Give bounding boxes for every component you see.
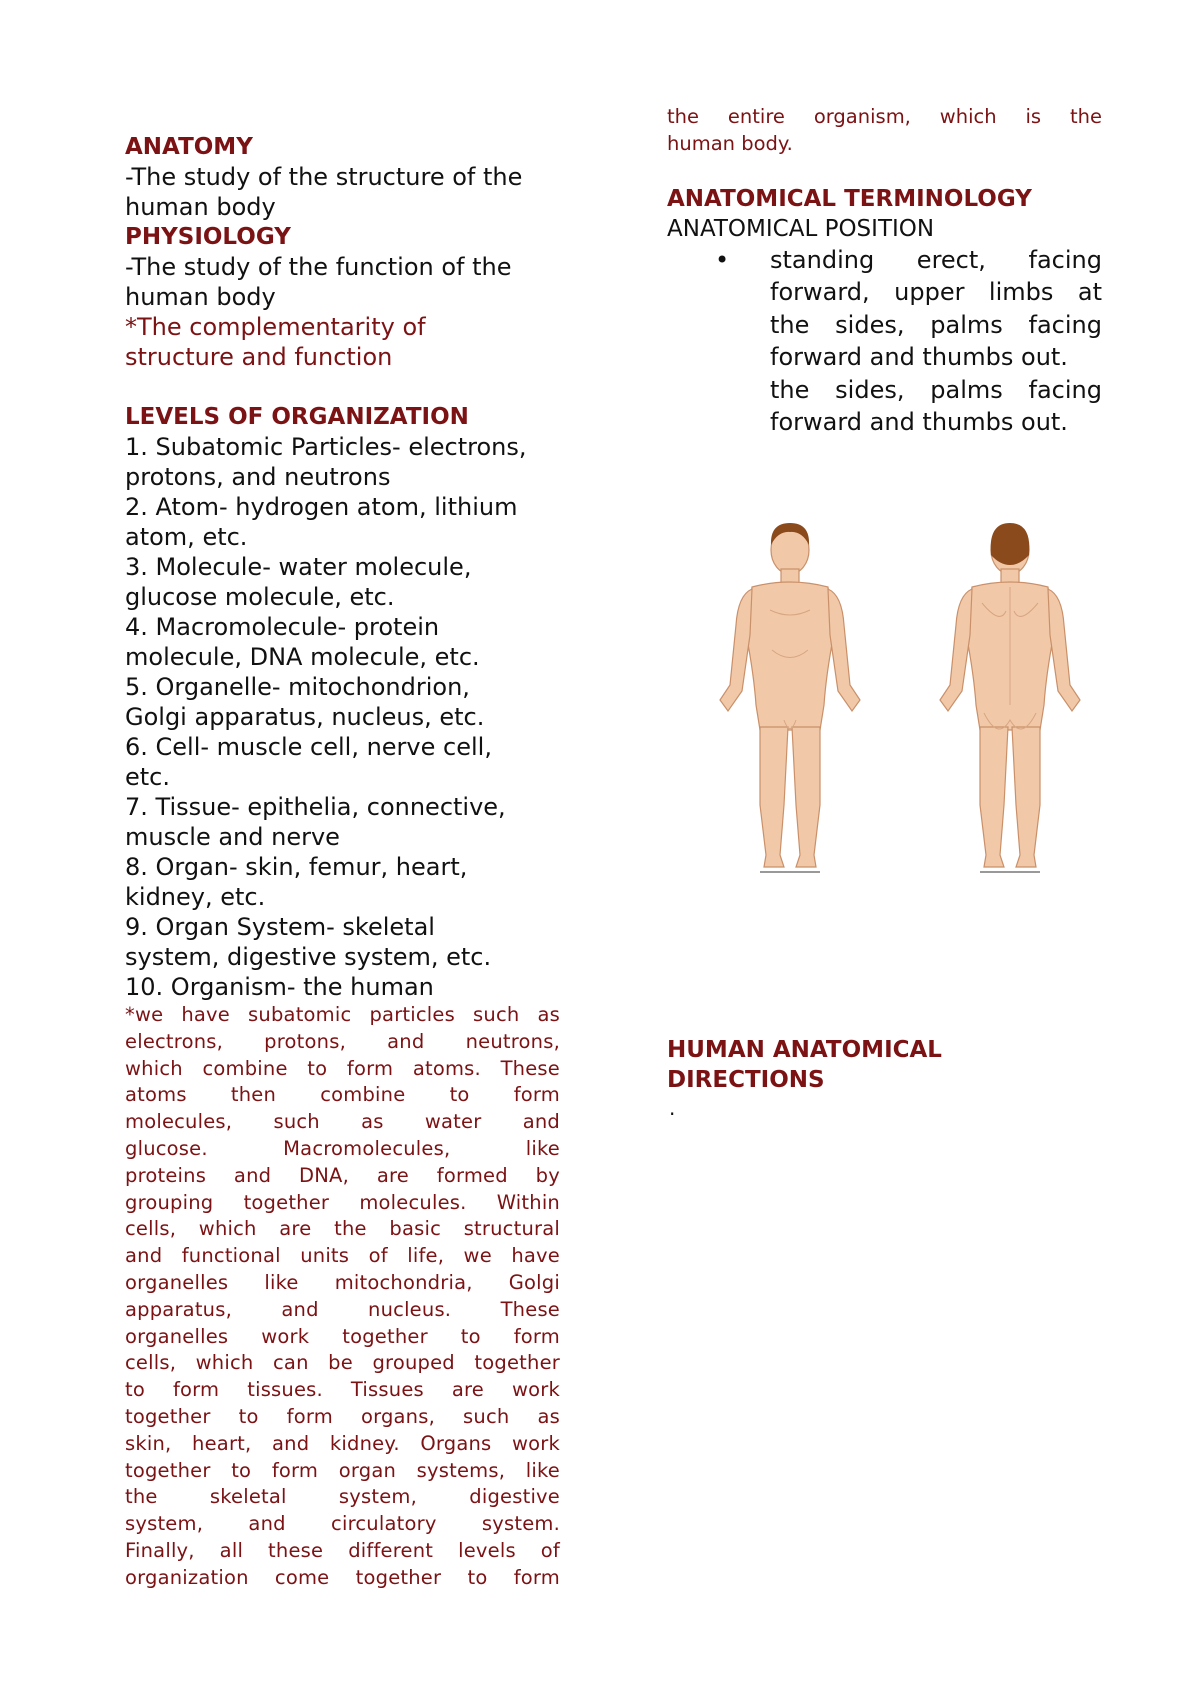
- complementarity-line: structure and function: [125, 343, 393, 371]
- level-line: muscle and nerve: [125, 823, 340, 851]
- continuation-line: human body.: [667, 131, 793, 155]
- anatomy-definition-line: human body: [125, 193, 276, 221]
- note-line: Finally, all these different levels of: [125, 1538, 560, 1562]
- level-line: kidney, etc.: [125, 883, 266, 911]
- anatomical-position-subheading: ANATOMICAL POSITION: [667, 215, 935, 242]
- bullet-line: standing erect, facing: [770, 245, 1102, 274]
- level-line: 4. Macromolecule- protein: [125, 613, 440, 641]
- note-line: which combine to form atoms. These: [125, 1056, 560, 1080]
- directions-section: [667, 1035, 1102, 1121]
- level-line: etc.: [125, 763, 170, 791]
- note-line: system, and circulatory system.: [125, 1512, 560, 1536]
- note-line: together to form organ systems, like: [125, 1458, 560, 1482]
- bullet-line: forward and thumbs out.: [770, 408, 1068, 437]
- level-line: 5. Organelle- mitochondrion,: [125, 673, 470, 701]
- note-line: cells, which are the basic structural: [125, 1217, 560, 1241]
- directions-heading-line: HUMAN ANATOMICAL: [667, 1037, 942, 1063]
- note-line: organelles work together to form: [125, 1324, 560, 1348]
- complementarity-line: *The complementarity of: [125, 313, 426, 341]
- note-line: together to form organs, such as: [125, 1404, 560, 1428]
- continuation-line: the entire organism, which is the: [667, 105, 1102, 128]
- summary-note: [125, 1002, 560, 1592]
- anatomy-definition-line: -The study of the structure of the: [125, 163, 523, 191]
- note-line: grouping together molecules. Within: [125, 1190, 560, 1214]
- note-line: and functional units of life, we have: [125, 1244, 560, 1268]
- note-line: atoms then combine to form: [125, 1083, 560, 1107]
- bullet-icon: •: [715, 245, 730, 274]
- anatomical-position-figures: [700, 505, 1100, 880]
- physiology-definition-line: human body: [125, 283, 276, 311]
- note-line: *we have subatomic particles such as: [125, 1003, 560, 1026]
- right-column: [667, 104, 1102, 439]
- level-line: 9. Organ System- skeletal: [125, 913, 435, 941]
- physiology-heading: PHYSIOLOGY: [125, 224, 291, 250]
- note-line: glucose. Macromolecules, like: [125, 1136, 560, 1160]
- bullet-line: the sides, palms facing: [770, 375, 1102, 404]
- level-line: system, digestive system, etc.: [125, 943, 492, 971]
- bullet-line: forward and thumbs out.: [770, 343, 1068, 372]
- level-line: glucose molecule, etc.: [125, 583, 395, 611]
- anatomy-heading: ANATOMY: [125, 134, 253, 160]
- front-caption: [760, 871, 820, 873]
- physiology-definition-line: -The study of the function of the: [125, 253, 512, 281]
- note-line: skin, heart, and kidney. Organs work: [125, 1431, 560, 1455]
- level-line: protons, and neutrons: [125, 463, 391, 491]
- level-line: atom, etc.: [125, 523, 248, 551]
- left-column: [125, 132, 560, 1592]
- position-bullet: [667, 244, 1102, 439]
- note-line: organization come together to form: [125, 1565, 560, 1589]
- note-line: apparatus, and nucleus. These: [125, 1297, 560, 1321]
- level-line: 8. Organ- skin, femur, heart,: [125, 853, 468, 881]
- bullet-line: forward, upper limbs at: [770, 278, 1102, 307]
- levels-list: [125, 432, 560, 1002]
- directions-heading-line: DIRECTIONS: [667, 1067, 825, 1093]
- bullet-line: the sides, palms facing: [770, 310, 1102, 339]
- note-line: the skeletal system, digestive: [125, 1485, 560, 1509]
- terminology-heading: ANATOMICAL TERMINOLOGY: [667, 185, 1032, 212]
- levels-heading: LEVELS OF ORGANIZATION: [125, 404, 469, 430]
- note-line: electrons, protons, and neutrons,: [125, 1029, 560, 1053]
- level-line: 6. Cell- muscle cell, nerve cell,: [125, 733, 492, 761]
- level-line: 7. Tissue- epithelia, connective,: [125, 793, 506, 821]
- note-line: to form tissues. Tissues are work: [125, 1378, 560, 1402]
- level-line: Golgi apparatus, nucleus, etc.: [125, 703, 485, 731]
- note-line: organelles like mitochondria, Golgi: [125, 1270, 560, 1294]
- note-line: proteins and DNA, are formed by: [125, 1163, 560, 1187]
- level-line: 1. Subatomic Particles- electrons,: [125, 433, 527, 461]
- level-line: 10. Organism- the human: [125, 973, 434, 1001]
- front-view-figure: [720, 523, 860, 867]
- back-view-figure: [940, 523, 1080, 867]
- note-line: cells, which can be grouped together: [125, 1351, 560, 1375]
- back-caption: [980, 871, 1040, 873]
- trailing-mark: .: [669, 1096, 676, 1120]
- level-line: 2. Atom- hydrogen atom, lithium: [125, 493, 518, 521]
- level-line: molecule, DNA molecule, etc.: [125, 643, 480, 671]
- note-line: molecules, such as water and: [125, 1110, 560, 1134]
- level-line: 3. Molecule- water molecule,: [125, 553, 472, 581]
